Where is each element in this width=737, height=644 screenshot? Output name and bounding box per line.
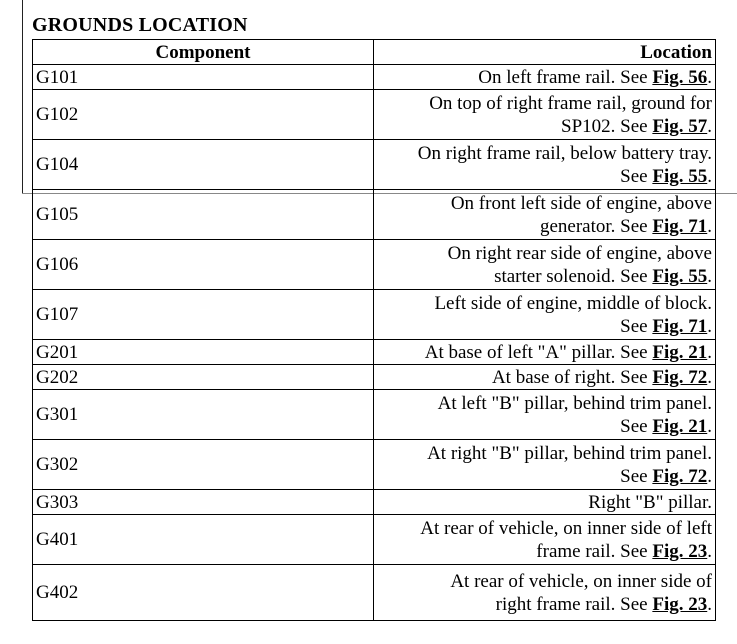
figure-reference-link[interactable]: Fig. 23: [652, 593, 708, 615]
trailing-punctuation: .: [707, 215, 712, 237]
table-row: [33, 515, 716, 565]
table-row: [33, 390, 716, 440]
location-cell: [374, 365, 716, 390]
location-text: At rear of vehicle, on inner side of left: [420, 517, 712, 539]
location-cell: [374, 65, 716, 90]
location-cell: [374, 490, 716, 515]
figure-reference-link[interactable]: Fig. 55: [652, 165, 708, 187]
component-cell: G101: [33, 65, 374, 90]
location-cell: [374, 515, 716, 565]
location-text: At base of left "A" pillar. See: [424, 341, 653, 363]
location-cell: [374, 440, 716, 490]
figure-reference-link[interactable]: Fig. 21: [652, 415, 708, 437]
location-text: Left side of engine, middle of block.: [434, 292, 712, 314]
location-text: At left "B" pillar, behind trim panel.: [437, 392, 712, 414]
column-header-location: Location: [374, 40, 716, 65]
component-cell: G401: [33, 515, 374, 565]
table-row: [33, 365, 716, 390]
grounds-location-table: [32, 39, 716, 621]
component-cell: G302: [33, 440, 374, 490]
component-cell: G105: [33, 190, 374, 240]
location-text: On right frame rail, below battery tray.: [417, 142, 712, 164]
trailing-punctuation: .: [707, 341, 712, 363]
table-row: [33, 90, 716, 140]
figure-reference-link[interactable]: Fig. 21: [652, 341, 708, 363]
column-header-component: Component: [33, 40, 374, 65]
section-title: GROUNDS LOCATION: [32, 14, 248, 36]
table-row: [33, 565, 716, 621]
component-cell: G107: [33, 290, 374, 340]
location-text: See: [620, 165, 653, 187]
location-cell: [374, 290, 716, 340]
table-row: [33, 240, 716, 290]
figure-reference-link[interactable]: Fig. 71: [652, 315, 708, 337]
location-text: Right "B" pillar.: [588, 491, 712, 513]
component-cell: G301: [33, 390, 374, 440]
location-cell: [374, 390, 716, 440]
component-cell: G303: [33, 490, 374, 515]
trailing-punctuation: .: [707, 540, 712, 562]
figure-reference-link[interactable]: Fig. 56: [652, 66, 708, 88]
table-row: [33, 440, 716, 490]
page-frame-left-border: [22, 0, 23, 193]
table-row: [33, 290, 716, 340]
location-text: frame rail. See: [536, 540, 653, 562]
trailing-punctuation: .: [707, 366, 712, 388]
location-cell: [374, 340, 716, 365]
table-row: [33, 190, 716, 240]
location-text: On right rear side of engine, above: [447, 242, 712, 264]
location-text: SP102. See: [561, 115, 653, 137]
location-text: At rear of vehicle, on inner side of: [450, 570, 712, 592]
location-text: At base of right. See: [491, 366, 653, 388]
component-cell: G202: [33, 365, 374, 390]
trailing-punctuation: .: [707, 593, 712, 615]
figure-reference-link[interactable]: Fig. 72: [652, 366, 708, 388]
table-row: [33, 340, 716, 365]
table-header-row: [33, 40, 716, 65]
location-text: On left frame rail. See: [478, 66, 653, 88]
component-cell: G102: [33, 90, 374, 140]
component-cell: G104: [33, 140, 374, 190]
figure-reference-link[interactable]: Fig. 72: [652, 465, 708, 487]
location-text: See: [620, 465, 653, 487]
location-cell: [374, 140, 716, 190]
trailing-punctuation: .: [707, 465, 712, 487]
location-cell: [374, 565, 716, 621]
trailing-punctuation: .: [707, 315, 712, 337]
trailing-punctuation: .: [707, 265, 712, 287]
trailing-punctuation: .: [707, 165, 712, 187]
component-cell: G402: [33, 565, 374, 621]
table-body: [33, 65, 716, 621]
location-cell: [374, 240, 716, 290]
location-text: At right "B" pillar, behind trim panel.: [427, 442, 712, 464]
component-cell: G106: [33, 240, 374, 290]
trailing-punctuation: .: [707, 415, 712, 437]
location-text: On top of right frame rail, ground for: [429, 92, 712, 114]
location-text: See: [620, 315, 653, 337]
trailing-punctuation: .: [707, 66, 712, 88]
location-text: See: [620, 415, 653, 437]
table-row: [33, 140, 716, 190]
location-text: generator. See: [539, 215, 653, 237]
figure-reference-link[interactable]: Fig. 71: [652, 215, 708, 237]
location-cell: [374, 90, 716, 140]
location-cell: [374, 190, 716, 240]
location-text: starter solenoid. See: [494, 265, 653, 287]
table-row: [33, 490, 716, 515]
table-row: [33, 65, 716, 90]
figure-reference-link[interactable]: Fig. 23: [652, 540, 708, 562]
component-cell: G201: [33, 340, 374, 365]
figure-reference-link[interactable]: Fig. 57: [652, 115, 708, 137]
location-text: On front left side of engine, above: [450, 192, 712, 214]
location-text: right frame rail. See: [495, 593, 653, 615]
trailing-punctuation: .: [707, 115, 712, 137]
figure-reference-link[interactable]: Fig. 55: [652, 265, 708, 287]
